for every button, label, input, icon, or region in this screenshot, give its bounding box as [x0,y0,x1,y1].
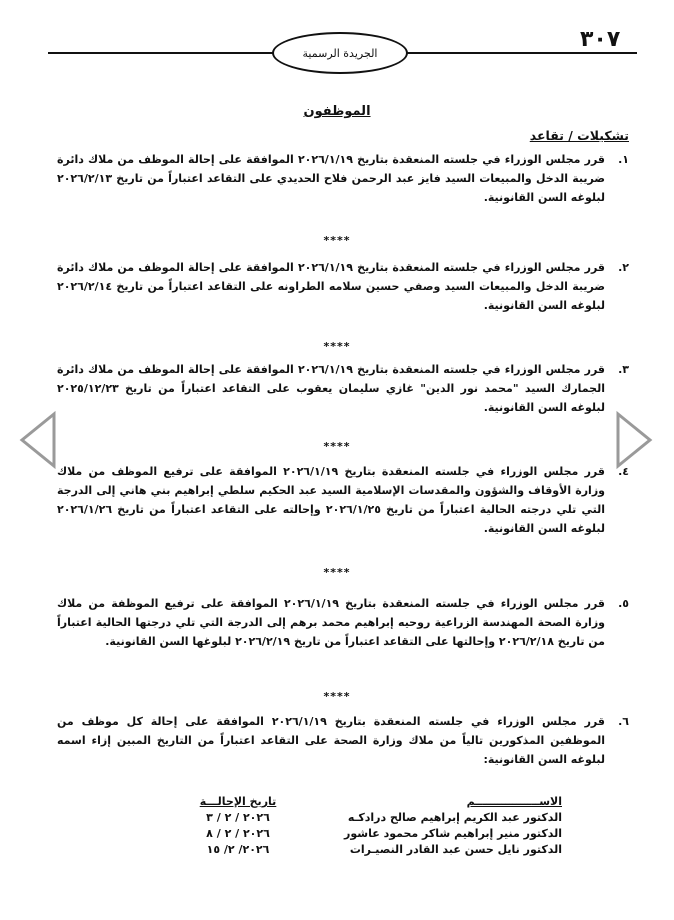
separator: **** [323,340,351,353]
separator: **** [323,234,351,247]
table-row-date: ٢٠٢٦ / ٢ / ٨ [206,827,270,840]
decision-item-4 [57,462,629,538]
item-number: ١. [618,153,629,166]
item-text: قرر مجلس الوزراء في جلسته المنعقدة بتاريخ ٢٠٢٦/١/١٩ الموافقة على إحالة كل موظف من الموظفين المذكورين تالياً من ملاك وزارة الصحة على التقاعد اعتباراً من التاريخ المبين إزاء اسمه لبلوغه السن القانونية: [57,715,605,766]
item-text: قرر مجلس الوزراء في جلسته المنعقدة بتاريخ ٢٠٢٦/١/١٩ الموافقة على إحالة الموظف من ملاك دائرة ضريبة الدخل والمبيعات السيد فايز عبد الرحمن فلاح الحديدي على التقاعد اعتباراً من تاريخ ٢٠٢٦/٢/١٣ لبلوغه السن القانونية. [57,153,605,204]
date-column-header: تاريخ الإحالـــة [199,795,277,808]
decision-item-2 [57,258,629,315]
decision-item-6 [57,712,629,769]
header-rule-left [48,52,276,54]
decision-item-3 [57,360,629,417]
item-number: ٢. [618,261,629,274]
table-row-name: الدكتور عبد الكريم إبراهيم صالح درادكـه [347,811,562,824]
item-number: ٥. [618,597,629,610]
header-rule-right [405,52,637,54]
decision-item-5 [57,594,629,651]
item-text: قرر مجلس الوزراء في جلسته المنعقدة بتاريخ ٢٠٢٦/١/١٩ الموافقة على إحالة الموظف من ملاك دائرة ضريبة الدخل والمبيعات السيد وصفي حسين سلامه الطراونه على التقاعد اعتباراً من تاريخ ٢٠٢٦/٢/١٤ لبلوغه السن القانونية. [57,261,605,312]
item-number: ٦. [618,715,629,728]
subsection-title: تشكيلات / تقاعد [529,128,629,143]
table-row-name: الدكتور منير إبراهيم شاكر محمود عاشور [344,827,562,840]
triangle-left-icon [18,410,58,470]
gazette-name-oval [272,32,408,74]
separator: **** [323,440,351,453]
dates-column [194,794,282,858]
item-number: ٣. [618,363,629,376]
decision-item-1 [57,150,629,207]
triangle-right-icon [614,410,654,470]
name-column-header: الاســـــــــــــــــم [466,795,562,808]
section-title: الموظفون [303,104,371,119]
next-page-button[interactable] [614,410,654,470]
gazette-name: الجريدة الرسمية [302,46,378,60]
page-number: ٣٠٧ [580,27,621,52]
separator: **** [323,690,351,703]
table-row-date: ٢٠٢٦ / ٢ / ٣ [206,811,270,824]
names-column [332,794,562,858]
previous-page-button[interactable] [18,410,58,470]
item-number: ٤. [618,465,629,478]
item-text: قرر مجلس الوزراء في جلسته المنعقدة بتاريخ ٢٠٢٦/١/١٩ الموافقة على إحالة الموظف من ملاك دائرة الجمارك السيد "محمد نور الدين" غازي سليمان يعقوب على التقاعد اعتباراً من تاريخ ٢٠٢٥/١٢/٢٣ لبلوغه السن القانونية. [57,363,605,414]
item-text: قرر مجلس الوزراء في جلسته المنعقدة بتاريخ ٢٠٢٦/١/١٩ الموافقة على ترفيع الموظفة من ملاك وزارة الصحة المهندسة الزراعية روحيه إبراهيم محمد برهم إلى الدرجة التي تلي درجتها الحالية اعتباراً من تاريخ ٢٠٢٦/٢/١٨ وإحالتها على التقاعد اعتباراً من تاريخ ٢٠٢٦/٢/١٩ لبلوغها السن القانونية. [57,597,605,648]
table-row-name: الدكتور نايل حسن عبد القادر النصيـرات [349,843,562,856]
separator: **** [323,566,351,579]
item-text: قرر مجلس الوزراء في جلسته المنعقدة بتاريخ ٢٠٢٦/١/١٩ الموافقة على ترفيع الموظف من ملاك وزارة الأوقاف والشؤون والمقدسات الإسلامية السيد عبد الحكيم سلطي إبراهيم بني هاني إلى الدرجة التي تلي درجته الحالية اعتباراً من تاريخ ٢٠٢٦/١/٢٥ وإحالته على التقاعد اعتباراً من تاريخ ٢٠٢٦/١/٢٦ لبلوغه السن القانونية. [57,465,605,535]
table-row-date: ٢٠٢٦/ ٢/ ١٥ [206,843,270,856]
